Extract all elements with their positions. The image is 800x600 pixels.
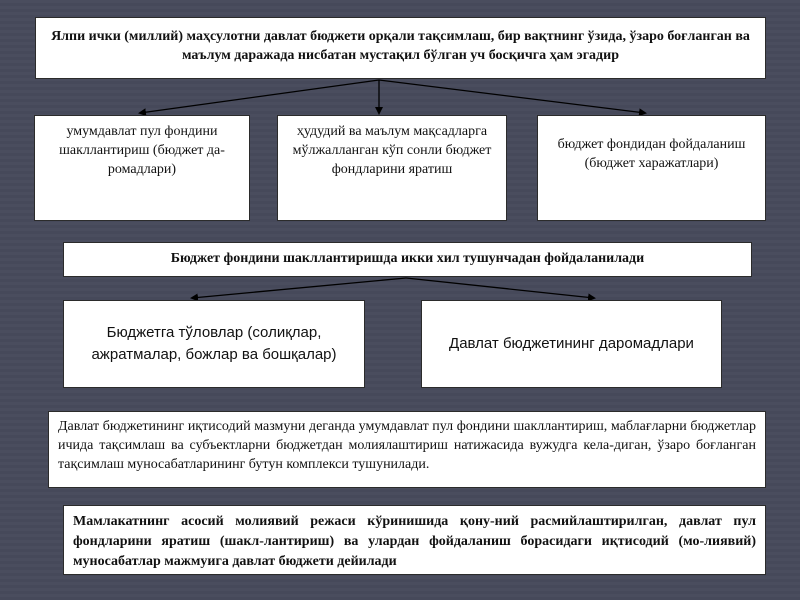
arrow-heading-to-concept-2 <box>406 278 594 298</box>
arrow-title-to-stage-3 <box>379 80 645 113</box>
concept-box-revenues <box>421 300 722 388</box>
arrow-heading-to-concept-1 <box>192 278 406 298</box>
stage-box-3 <box>537 115 766 221</box>
legal-definition-text: Мамлакатнинг асосий молиявий режаси кўринишида қону-ний расмийлаштирилган, давлат пул фондларини яратиш (шакл-лантириш) ва улардан фойдаланиш борасидаги иқтисодий (мо-лиявий) муносабатлар мажмуига давлат бюджети дейилади <box>73 514 756 569</box>
stage-box-1 <box>34 115 250 221</box>
stage-text-3: бюджет фондидан фойдаланиш (бюджет харажатлари) <box>557 137 746 171</box>
stage-text-2: ҳудудий ва маълум мақсадларга мўлжалланган кўп сонли бюджет фондларини яратиш <box>292 124 492 177</box>
concept-text-revenues: Давлат бюджетининг даромадлари <box>449 335 694 352</box>
title-box <box>35 17 766 79</box>
stage-text-1: умумдавлат пул фондини шакллантириш (бюджет да-ромадлари) <box>59 124 225 177</box>
economic-definition-box <box>48 411 766 488</box>
concept-text-payments: Бюджетга тўловлар (солиқлар, ажратмалар, божлар ва бошқалар) <box>91 324 337 363</box>
legal-definition-box <box>63 505 766 575</box>
title-text: Ялпи ички (миллий) маҳсулотни давлат бюджети орқали тақсимлаш, бир вақтнинг ўзида, ўзаро боғланган ва маълум даражада нисбатан мустақил бўлган уч босқичга ҳам эгадир <box>51 29 750 63</box>
formation-heading-box <box>63 242 752 277</box>
stage-box-2 <box>277 115 507 221</box>
concept-box-payments <box>63 300 365 388</box>
economic-definition-text: Давлат бюджетининг иқтисодий мазмуни деганда умумдавлат пул фондини шакллантириш, маблағларни бюджетлар ичида тақсимлаш ва субъектларни бюджетдан молиялаштириш натижасида вужудга кела-диган, ўзаро боғланган тақсимлаш муносабатларининг бутун комплекси тушунилади. <box>58 419 756 472</box>
formation-heading-text: Бюджет фондини шакллантиришда икки хил тушунчадан фойдаланилади <box>170 251 645 266</box>
arrow-title-to-stage-1 <box>140 80 379 113</box>
